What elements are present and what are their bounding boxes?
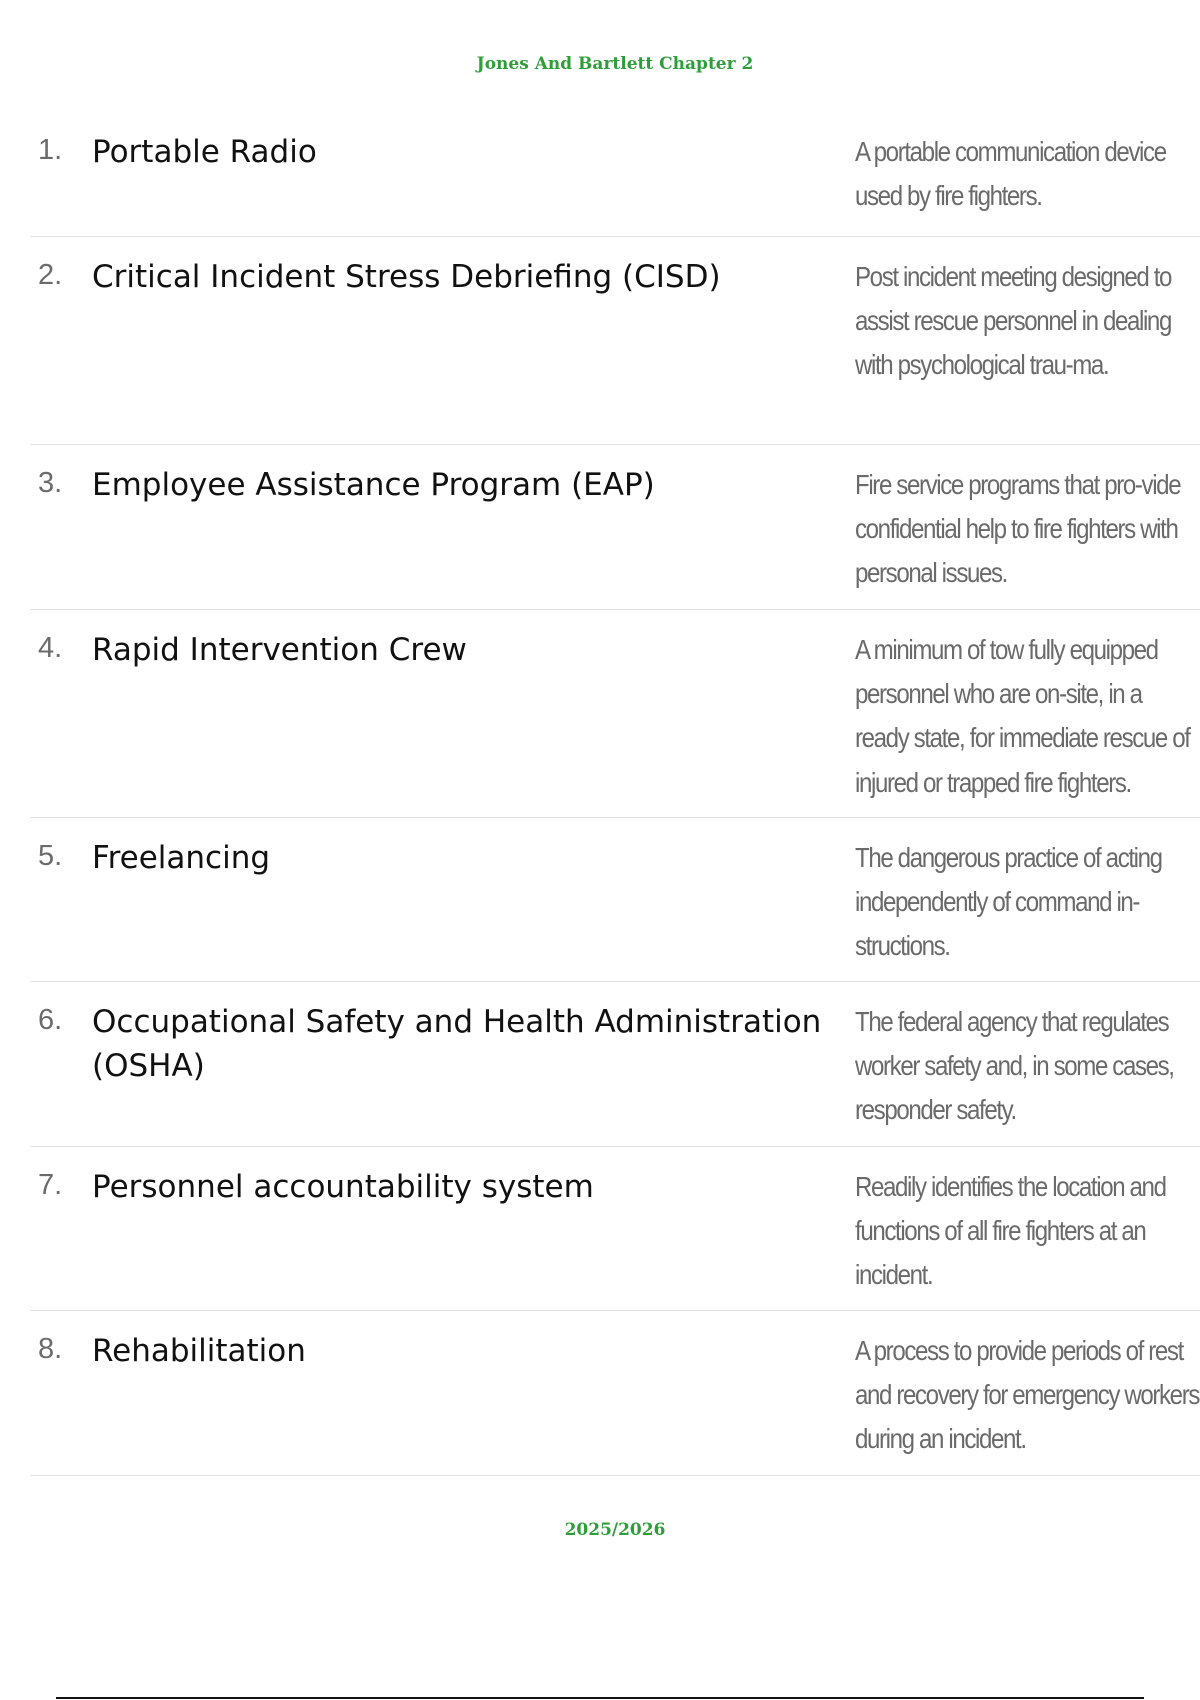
list-item bbox=[30, 818, 1200, 982]
item-number: 8. bbox=[38, 1333, 63, 1365]
term-label: Rehabilitation bbox=[92, 1333, 306, 1369]
page-header-title: Jones And Bartlett Chapter 2 bbox=[476, 54, 754, 74]
list-item bbox=[30, 610, 1200, 818]
item-number: 2. bbox=[38, 259, 63, 291]
item-number: 6. bbox=[38, 1004, 63, 1036]
list-item bbox=[30, 112, 1200, 237]
item-number: 1. bbox=[38, 134, 63, 166]
list-item bbox=[30, 237, 1200, 445]
list-item bbox=[30, 445, 1200, 610]
term-definition: A process to provide periods of rest and recovery for emergency workers during an incident. bbox=[855, 1335, 1199, 1455]
list-item bbox=[30, 1147, 1200, 1311]
footer-year: 2025/2026 bbox=[564, 1520, 666, 1540]
list-item bbox=[30, 982, 1200, 1147]
term-definition: Readily identifies the location and functions of all fire fighters at an incident. bbox=[855, 1171, 1166, 1291]
item-number: 3. bbox=[38, 467, 63, 499]
terms-list bbox=[30, 112, 1200, 1476]
term-definition: Fire service programs that pro-vide confidential help to fire fighters with personal issues. bbox=[855, 469, 1181, 589]
page-bottom-rule bbox=[56, 1697, 1144, 1699]
term-label: Employee Assistance Program (EAP) bbox=[92, 467, 655, 503]
term-label: Critical Incident Stress Debriefing (CISD) bbox=[92, 259, 721, 295]
item-number: 7. bbox=[38, 1169, 63, 1201]
term-definition: Post incident meeting designed to assist rescue personnel in dealing with psychological trau-ma. bbox=[855, 261, 1172, 381]
term-definition: A portable communication device used by fire fighters. bbox=[855, 136, 1166, 212]
term-label: Occupational Safety and Health Administration (OSHA) bbox=[92, 1004, 822, 1085]
list-item bbox=[30, 1311, 1200, 1476]
item-number: 4. bbox=[38, 632, 63, 664]
term-label: Portable Radio bbox=[92, 134, 317, 170]
term-label: Freelancing bbox=[92, 840, 271, 876]
term-definition: A minimum of tow fully equipped personnel who are on-site, in a ready state, for immediate rescue of injured or trapped fire fighters. bbox=[855, 634, 1190, 798]
term-definition: The federal agency that regulates worker safety and, in some cases, responder safety. bbox=[855, 1006, 1174, 1126]
term-label: Personnel accountability system bbox=[92, 1169, 594, 1205]
term-definition: The dangerous practice of acting independently of command in-structions. bbox=[855, 842, 1162, 962]
item-number: 5. bbox=[38, 840, 63, 872]
term-label: Rapid Intervention Crew bbox=[92, 632, 467, 668]
